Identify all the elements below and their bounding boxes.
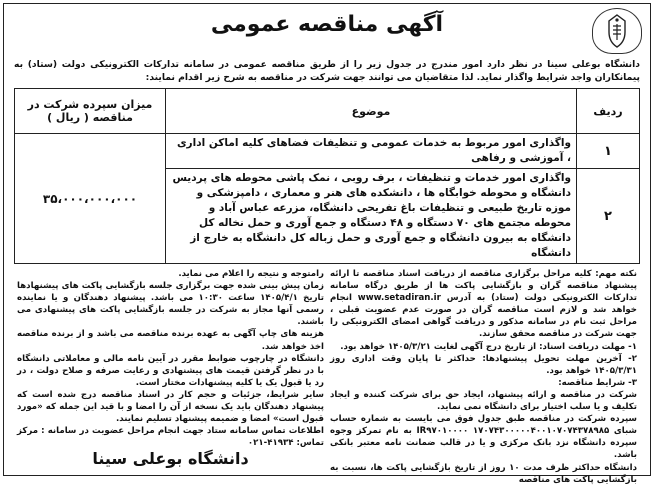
paragraph: شرکت در مناقصه و ارائه پیشنهاد، ایجاد حق برای شرکت کننده و ایجاد تکلیف و یا سلب اختیار برای دانشگاه نمی نماید. bbox=[330, 389, 637, 413]
row-subject: واگذاری امور خدمات و تنظیفات ، برف روبی ، نمک پاشی محوطه های پردیس دانشگاه و محوطه خوابگاه ها ، دانشکده های هنر و معماری ، دامپزشکی و موزه تاریخ طبیعی و تنظیفات باغ تفریحی دانشگاه، مزرعه عباس آباد و محوطه مجتمع های ۷۰ دستگاه و ۴۸ دستگاه و جمع آوری و حمل نخاله کل دانشگاه به بیرون دانشگاه و جمع آوری و حمل زباله کل دانشگاه به خارج از دانشگاه bbox=[166, 169, 577, 264]
notice-header bbox=[4, 4, 650, 56]
paragraph: اطلاعات تماس سامانه ستاد جهت انجام مراحل عضویت در سامانه : مرکز تماس: ۴۱۹۳۴-۰۲۱ bbox=[17, 426, 324, 449]
row-subject: واگذاری امور مربوط به خدمات عمومی و تنظیفات فضاهای کلیه اماکن اداری ، آموزشی و رفاهی bbox=[166, 134, 577, 169]
paragraph: سایر شرایط، جزئیات و حجم کار در اسناد مناقصه درج شده است که پیشنهاد دهندگان باید یک نسخه از آن را امضا و با قید این جمله که «مورد قبول است» امضا و ضمیمه پیشنهاد تسلیم نمایند. bbox=[17, 389, 324, 425]
paragraph: رامتوجه و نتیجه را اعلام می نماید. bbox=[178, 269, 324, 279]
header-subject: موضوع bbox=[166, 89, 577, 134]
left-text-column bbox=[14, 268, 327, 486]
paragraph: ۱- مهلت دریافت اسناد: از تاریخ درج آگهی لغایت ۱۴۰۵/۳/۲۱ خواهد بود. bbox=[340, 341, 637, 352]
row-number: ۲ bbox=[577, 169, 640, 264]
header-row-number: ردیف bbox=[577, 89, 640, 134]
notice-title: آگهی مناقصه عمومی bbox=[210, 12, 444, 37]
header-deposit-amount: میزان سپرده شرکت در مناقصه ( ریال ) bbox=[15, 89, 166, 134]
right-text-column bbox=[327, 268, 640, 486]
notice-body-columns bbox=[14, 268, 640, 486]
table-row bbox=[15, 134, 640, 169]
paragraph: ۳- شرایط مناقصه: bbox=[558, 377, 637, 388]
signature: دانشگاه بوعلی سینا bbox=[92, 449, 249, 469]
paragraph: ۲- آخرین مهلت تحویل پیشنهادها: حداکثر تا پایان وقت اداری روز ۱۴۰۵/۳/۳۱ خواهد بود. bbox=[330, 353, 637, 376]
table-header-row bbox=[15, 89, 640, 134]
paragraph: دانشگاه حداکثر ظرف مدت ۱۰ روز از تاریخ بازگشایی پاکت ها، نسبت به بازگشایی پاکت های مناقصه bbox=[330, 462, 637, 485]
tender-notice bbox=[3, 3, 651, 485]
paragraph: زمان پیش بینی شده جهت برگزاری جلسه بازگشایی پاکت های پیشنهادها تاریخ ۱۴۰۵/۴/۱ ساعت ۱۰:۳۰ می باشد. پیشنهاد دهندگان و یا نماینده رسمی آنها مجاز به شرکت در جلسه بازگشایی پاکت های پیشنهادی می باشند. bbox=[17, 281, 324, 328]
paragraph: هزینه های چاپ آگهی به عهده برنده مناقصه می باشد و از برنده مناقصه اخذ خواهد شد. bbox=[17, 329, 324, 352]
row-number: ۱ bbox=[577, 134, 640, 169]
notice-intro: دانشگاه بوعلی سینا در نظر دارد امور مندرج در جدول زیر را از طریق مناقصه عمومی در سامانه تدارکات الکترونیکی دولت (ستاد) به پیمانکاران واجد شرایط واگذار نماید. لذا متقاضیان می توانند جهت شرکت در مناقصه به شرح زیر اقدام نمایند: bbox=[14, 59, 640, 83]
paragraph: دانشگاه در چارچوب ضوابط مقرر در آیین نامه مالی و معاملاتی دانشگاه با در نظر گرفتن قیمت های پیشنهادی و رعایت صرفه و صلاح دولت ، در رد یا قبول یک یا کلیه پیشنهادات مختار است. bbox=[17, 353, 324, 388]
row-deposit-amount: ۳۵،۰۰۰،۰۰۰،۰۰۰ bbox=[15, 134, 166, 264]
university-logo bbox=[592, 8, 642, 54]
paragraph: نکته مهم: کلیه مراحل برگزاری مناقصه از دریافت اسناد مناقصه تا ارائه پیشنهاد مناقصه گران و بازگشایی پاکت ها از طریق درگاه سامانه تدارکات الکترونیکی دولت (ستاد) به آدرس www.setadiran.ir انجام خواهد شد و لازم است مناقصه گران در صورت عدم عضویت قبلی ، مراحل ثبت نام در سامانه مذکور و دریافت گواهی امضای الکترونیکی را جهت شرکت در مناقصه محقق سازند. bbox=[330, 269, 637, 340]
tender-table bbox=[14, 88, 640, 264]
university-emblem-icon bbox=[597, 12, 637, 50]
paragraph: سپرده شرکت در مناقصه طبق جدول فوق می بایست به شماره حساب شبای ۱۷۰۷۴۳۰۰۰۰۰۴۰۰۱۰۷۰۷۴۳۷۸۹۸۵ IR۹۷۰۱۰۰۰۰ به نام تمرکز وجوه سپرده دانشگاه نزد بانک مرکزی و یا در قالب ضمانت نامه معتبر بانکی باشد. bbox=[330, 414, 637, 461]
